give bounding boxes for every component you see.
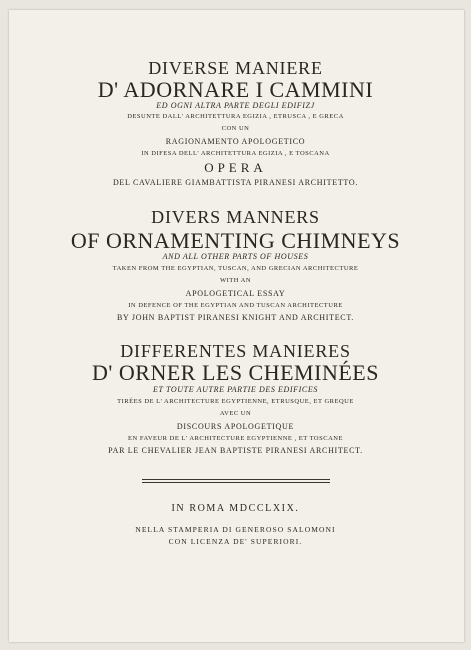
italian-title-line-1: DIVERSE MANIERE (148, 58, 323, 78)
english-with-an: WITH AN (219, 277, 252, 284)
french-faveur: EN FAVEUR DE L' ARCHITECTURE EGYPTIENNE , ET TOSCANE (128, 435, 343, 442)
imprint-place-date: IN ROMA MDCCLXIX. (171, 503, 300, 514)
french-title-line-2: D' ORNER LES CHEMINÉES (92, 360, 379, 385)
english-essay: APOLOGETICAL ESSAY (185, 289, 286, 298)
french-subtitle: ET TOUTE AUTRE PARTIE DES EDIFICES (153, 385, 318, 394)
italian-ragionamento: RAGIONAMENTO APOLOGETICO (165, 137, 306, 146)
italian-difesa: IN DIFESA DELL' ARCHITETTURA EGIZIA , E TOSCANA (141, 150, 330, 157)
french-title-line-1: DIFFERENTES MANIERES (120, 341, 351, 361)
italian-title-line-2: D' ADORNARE I CAMMINI (97, 77, 374, 102)
imprint-rule-top (142, 479, 330, 480)
italian-author: DEL CAVALIERE GIAMBATTISTA PIRANESI ARCHITETTO. (112, 178, 359, 187)
english-subtitle: AND ALL OTHER PARTS OF HOUSES (162, 252, 309, 261)
english-title-line-2: OF ORNAMENTING CHIMNEYS (70, 228, 401, 253)
english-title-line-1: DIVERS MANNERS (151, 207, 320, 227)
italian-source-line: DESUNTE DALL' ARCHITETTURA EGIZIA , ETRUSCA , E GRECA (127, 113, 344, 120)
french-author: PAR LE CHEVALIER JEAN BAPTISTE PIRANESI ARCHITECT. (108, 446, 363, 455)
english-author: BY JOHN BAPTIST PIRANESI KNIGHT AND ARCHITECT. (116, 313, 355, 322)
imprint-rule-bottom (142, 482, 330, 483)
imprint-license: CON LICENZA DE' SUPERIORI. (168, 537, 303, 546)
french-discours: DISCOURS APOLOGETIQUE (176, 422, 295, 431)
italian-subtitle: ED OGNI ALTRA PARTE DEGLI EDIFIZJ (156, 101, 315, 110)
english-source-line: TAKEN FROM THE EGYPTIAN, TUSCAN, AND GRECIAN ARCHITECTURE (112, 265, 359, 272)
italian-con-un: CON UN (221, 125, 250, 132)
imprint-printer: NELLA STAMPERIA DI GENEROSO SALOMONI (135, 525, 336, 534)
italian-opera: OPERA (204, 160, 267, 175)
french-avec-un: AVEC UN (219, 410, 252, 417)
english-defence: IN DEFENCE OF THE EGYPTIAN AND TUSCAN ARCHITECTURE (128, 302, 343, 309)
french-source-line: TIRÉES DE L' ARCHITECTURE EGYPTIENNE, ETRUSQUE, ET GREQUE (117, 398, 354, 405)
